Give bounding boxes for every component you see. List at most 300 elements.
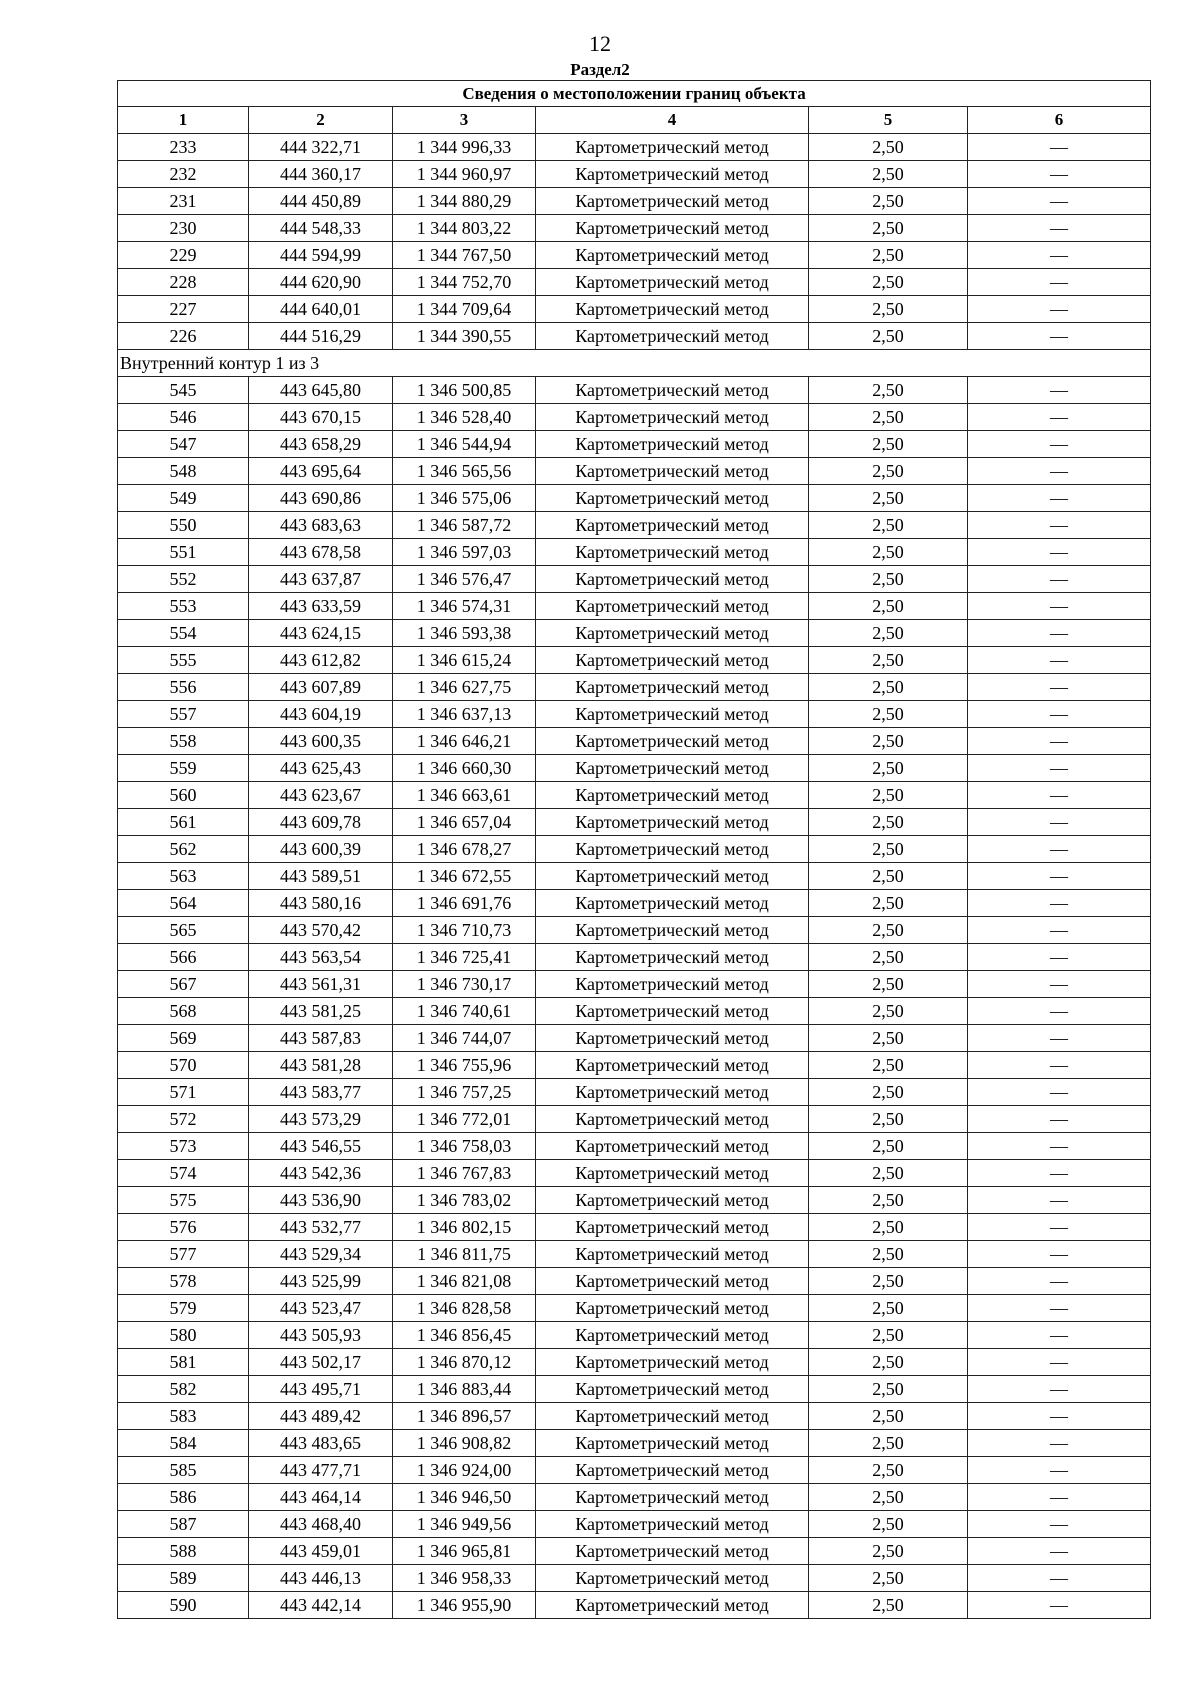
accuracy-value: 2,50 <box>809 944 968 971</box>
description-value: — <box>968 1565 1151 1592</box>
coordinate-y: 1 346 955,90 <box>393 1592 536 1619</box>
description-value: — <box>968 944 1151 971</box>
coordinate-y: 1 346 965,81 <box>393 1538 536 1565</box>
point-number: 569 <box>118 1025 249 1052</box>
accuracy-value: 2,50 <box>809 269 968 296</box>
determination-method: Картометрический метод <box>536 971 809 998</box>
table-row <box>118 1484 1151 1511</box>
point-number: 551 <box>118 539 249 566</box>
coordinate-x: 444 360,17 <box>249 161 393 188</box>
coordinate-x: 444 640,01 <box>249 296 393 323</box>
determination-method: Картометрический метод <box>536 485 809 512</box>
table-row <box>118 215 1151 242</box>
description-value: — <box>968 296 1151 323</box>
point-number: 560 <box>118 782 249 809</box>
coordinate-y: 1 346 575,06 <box>393 485 536 512</box>
determination-method: Картометрический метод <box>536 1268 809 1295</box>
accuracy-value: 2,50 <box>809 998 968 1025</box>
coordinate-y: 1 344 752,70 <box>393 269 536 296</box>
table-row <box>118 1538 1151 1565</box>
coordinate-x: 443 489,42 <box>249 1403 393 1430</box>
description-value: — <box>968 215 1151 242</box>
coordinate-y: 1 346 615,24 <box>393 647 536 674</box>
table-row <box>118 377 1151 404</box>
determination-method: Картометрический метод <box>536 674 809 701</box>
coordinate-x: 443 690,86 <box>249 485 393 512</box>
table-body <box>118 134 1151 1619</box>
determination-method: Картометрический метод <box>536 728 809 755</box>
determination-method: Картометрический метод <box>536 431 809 458</box>
table-caption-row <box>118 81 1151 107</box>
accuracy-value: 2,50 <box>809 782 968 809</box>
accuracy-value: 2,50 <box>809 431 968 458</box>
description-value: — <box>968 917 1151 944</box>
point-number: 583 <box>118 1403 249 1430</box>
coordinate-y: 1 346 783,02 <box>393 1187 536 1214</box>
point-number: 566 <box>118 944 249 971</box>
accuracy-value: 2,50 <box>809 1538 968 1565</box>
coordinate-x: 443 536,90 <box>249 1187 393 1214</box>
table-row <box>118 539 1151 566</box>
table-row <box>118 296 1151 323</box>
coordinate-x: 443 573,29 <box>249 1106 393 1133</box>
table-caption: Сведения о местоположении границ объекта <box>118 81 1151 107</box>
description-value: — <box>968 1241 1151 1268</box>
accuracy-value: 2,50 <box>809 836 968 863</box>
coordinate-y: 1 346 740,61 <box>393 998 536 1025</box>
coordinate-y: 1 346 710,73 <box>393 917 536 944</box>
point-number: 572 <box>118 1106 249 1133</box>
description-value: — <box>968 1133 1151 1160</box>
table-row <box>118 1241 1151 1268</box>
point-number: 233 <box>118 134 249 161</box>
description-value: — <box>968 647 1151 674</box>
determination-method: Картометрический метод <box>536 944 809 971</box>
determination-method: Картометрический метод <box>536 1592 809 1619</box>
point-number: 581 <box>118 1349 249 1376</box>
coordinate-y: 1 346 597,03 <box>393 539 536 566</box>
accuracy-value: 2,50 <box>809 593 968 620</box>
table-row <box>118 1322 1151 1349</box>
point-number: 550 <box>118 512 249 539</box>
accuracy-value: 2,50 <box>809 215 968 242</box>
coordinate-x: 443 612,82 <box>249 647 393 674</box>
coordinate-x: 443 446,13 <box>249 1565 393 1592</box>
coordinate-x: 444 322,71 <box>249 134 393 161</box>
coordinate-x: 443 570,42 <box>249 917 393 944</box>
point-number: 574 <box>118 1160 249 1187</box>
determination-method: Картометрический метод <box>536 1133 809 1160</box>
description-value: — <box>968 728 1151 755</box>
coordinate-y: 1 346 758,03 <box>393 1133 536 1160</box>
determination-method: Картометрический метод <box>536 755 809 782</box>
column-number-row <box>118 107 1151 134</box>
coordinate-y: 1 346 663,61 <box>393 782 536 809</box>
table-row <box>118 1349 1151 1376</box>
table-row <box>118 1052 1151 1079</box>
description-value: — <box>968 404 1151 431</box>
table-row <box>118 1403 1151 1430</box>
accuracy-value: 2,50 <box>809 1187 968 1214</box>
column-header: 6 <box>968 107 1151 134</box>
determination-method: Картометрический метод <box>536 836 809 863</box>
accuracy-value: 2,50 <box>809 404 968 431</box>
table-row <box>118 485 1151 512</box>
description-value: — <box>968 1538 1151 1565</box>
coordinate-x: 443 532,77 <box>249 1214 393 1241</box>
determination-method: Картометрический метод <box>536 566 809 593</box>
accuracy-value: 2,50 <box>809 1565 968 1592</box>
determination-method: Картометрический метод <box>536 1457 809 1484</box>
description-value: — <box>968 782 1151 809</box>
table-row <box>118 566 1151 593</box>
coordinate-y: 1 346 565,56 <box>393 458 536 485</box>
determination-method: Картометрический метод <box>536 1538 809 1565</box>
coordinate-x: 443 625,43 <box>249 755 393 782</box>
page-number: 12 <box>589 31 611 56</box>
coordinate-y: 1 346 593,38 <box>393 620 536 647</box>
coordinate-y: 1 346 772,01 <box>393 1106 536 1133</box>
coordinate-x: 443 658,29 <box>249 431 393 458</box>
coordinate-x: 443 563,54 <box>249 944 393 971</box>
description-value: — <box>968 1079 1151 1106</box>
table-row <box>118 161 1151 188</box>
description-value: — <box>968 1187 1151 1214</box>
coordinate-x: 443 600,39 <box>249 836 393 863</box>
coordinate-x: 443 645,80 <box>249 377 393 404</box>
point-number: 226 <box>118 323 249 350</box>
coordinate-x: 443 678,58 <box>249 539 393 566</box>
table-row <box>118 431 1151 458</box>
description-value: — <box>968 458 1151 485</box>
coordinate-y: 1 344 390,55 <box>393 323 536 350</box>
determination-method: Картометрический метод <box>536 134 809 161</box>
column-header: 3 <box>393 107 536 134</box>
determination-method: Картометрический метод <box>536 377 809 404</box>
description-value: — <box>968 755 1151 782</box>
coordinate-y: 1 346 767,83 <box>393 1160 536 1187</box>
description-value: — <box>968 1592 1151 1619</box>
description-value: — <box>968 1160 1151 1187</box>
coordinate-y: 1 346 896,57 <box>393 1403 536 1430</box>
accuracy-value: 2,50 <box>809 1484 968 1511</box>
coordinate-y: 1 346 637,13 <box>393 701 536 728</box>
determination-method: Картометрический метод <box>536 1025 809 1052</box>
coordinate-x: 444 594,99 <box>249 242 393 269</box>
description-value: — <box>968 1376 1151 1403</box>
coordinate-y: 1 346 958,33 <box>393 1565 536 1592</box>
point-number: 545 <box>118 377 249 404</box>
coordinate-y: 1 346 821,08 <box>393 1268 536 1295</box>
table-row <box>118 1214 1151 1241</box>
table-head <box>118 81 1151 134</box>
accuracy-value: 2,50 <box>809 890 968 917</box>
table-row <box>118 620 1151 647</box>
determination-method: Картометрический метод <box>536 458 809 485</box>
coordinate-x: 443 580,16 <box>249 890 393 917</box>
description-value: — <box>968 593 1151 620</box>
table-row <box>118 323 1151 350</box>
coordinate-y: 1 346 757,25 <box>393 1079 536 1106</box>
determination-method: Картометрический метод <box>536 1052 809 1079</box>
description-value: — <box>968 674 1151 701</box>
determination-method: Картометрический метод <box>536 890 809 917</box>
coordinate-y: 1 346 500,85 <box>393 377 536 404</box>
coordinate-y: 1 346 587,72 <box>393 512 536 539</box>
contour-heading-row <box>118 350 1151 377</box>
point-number: 584 <box>118 1430 249 1457</box>
contour-heading: Внутренний контур 1 из 3 <box>118 350 1151 377</box>
accuracy-value: 2,50 <box>809 161 968 188</box>
coordinate-x: 443 587,83 <box>249 1025 393 1052</box>
determination-method: Картометрический метод <box>536 1511 809 1538</box>
determination-method: Картометрический метод <box>536 269 809 296</box>
accuracy-value: 2,50 <box>809 1349 968 1376</box>
coordinate-y: 1 346 574,31 <box>393 593 536 620</box>
coordinate-x: 444 620,90 <box>249 269 393 296</box>
accuracy-value: 2,50 <box>809 647 968 674</box>
coordinate-y: 1 346 627,75 <box>393 674 536 701</box>
coordinate-x: 443 607,89 <box>249 674 393 701</box>
description-value: — <box>968 836 1151 863</box>
determination-method: Картометрический метод <box>536 593 809 620</box>
coordinate-x: 443 683,63 <box>249 512 393 539</box>
determination-method: Картометрический метод <box>536 782 809 809</box>
determination-method: Картометрический метод <box>536 1349 809 1376</box>
table-row <box>118 1160 1151 1187</box>
description-value: — <box>968 1214 1151 1241</box>
point-number: 561 <box>118 809 249 836</box>
coordinate-x: 443 502,17 <box>249 1349 393 1376</box>
point-number: 562 <box>118 836 249 863</box>
point-number: 559 <box>118 755 249 782</box>
point-number: 579 <box>118 1295 249 1322</box>
determination-method: Картометрический метод <box>536 917 809 944</box>
coordinate-x: 443 600,35 <box>249 728 393 755</box>
table-row <box>118 1268 1151 1295</box>
coordinate-x: 443 633,59 <box>249 593 393 620</box>
coordinate-x: 443 495,71 <box>249 1376 393 1403</box>
point-number: 556 <box>118 674 249 701</box>
coordinate-y: 1 344 709,64 <box>393 296 536 323</box>
description-value: — <box>968 188 1151 215</box>
description-value: — <box>968 863 1151 890</box>
determination-method: Картометрический метод <box>536 323 809 350</box>
coordinate-x: 444 450,89 <box>249 188 393 215</box>
determination-method: Картометрический метод <box>536 161 809 188</box>
accuracy-value: 2,50 <box>809 809 968 836</box>
point-number: 588 <box>118 1538 249 1565</box>
coordinate-y: 1 346 657,04 <box>393 809 536 836</box>
coordinate-y: 1 346 946,50 <box>393 1484 536 1511</box>
description-value: — <box>968 566 1151 593</box>
point-number: 553 <box>118 593 249 620</box>
table-row <box>118 458 1151 485</box>
column-header: 4 <box>536 107 809 134</box>
determination-method: Картометрический метод <box>536 1430 809 1457</box>
coordinate-x: 443 464,14 <box>249 1484 393 1511</box>
point-number: 587 <box>118 1511 249 1538</box>
table-row <box>118 728 1151 755</box>
table-row <box>118 701 1151 728</box>
table-row <box>118 1376 1151 1403</box>
coordinate-y: 1 346 924,00 <box>393 1457 536 1484</box>
table-row <box>118 1079 1151 1106</box>
point-number: 570 <box>118 1052 249 1079</box>
accuracy-value: 2,50 <box>809 242 968 269</box>
point-number: 573 <box>118 1133 249 1160</box>
determination-method: Картометрический метод <box>536 1079 809 1106</box>
coordinate-y: 1 344 960,97 <box>393 161 536 188</box>
determination-method: Картометрический метод <box>536 1376 809 1403</box>
point-number: 227 <box>118 296 249 323</box>
accuracy-value: 2,50 <box>809 1511 968 1538</box>
coordinate-y: 1 346 528,40 <box>393 404 536 431</box>
point-number: 228 <box>118 269 249 296</box>
accuracy-value: 2,50 <box>809 1025 968 1052</box>
accuracy-value: 2,50 <box>809 917 968 944</box>
description-value: — <box>968 485 1151 512</box>
point-number: 571 <box>118 1079 249 1106</box>
coordinate-y: 1 346 856,45 <box>393 1322 536 1349</box>
coordinate-x: 443 670,15 <box>249 404 393 431</box>
accuracy-value: 2,50 <box>809 1052 968 1079</box>
coordinate-y: 1 346 908,82 <box>393 1430 536 1457</box>
coordinate-y: 1 346 744,07 <box>393 1025 536 1052</box>
determination-method: Картометрический метод <box>536 539 809 566</box>
description-value: — <box>968 1052 1151 1079</box>
accuracy-value: 2,50 <box>809 1106 968 1133</box>
determination-method: Картометрический метод <box>536 1187 809 1214</box>
point-number: 580 <box>118 1322 249 1349</box>
determination-method: Картометрический метод <box>536 1565 809 1592</box>
coordinate-x: 443 561,31 <box>249 971 393 998</box>
accuracy-value: 2,50 <box>809 566 968 593</box>
table-row <box>118 242 1151 269</box>
table-row <box>118 836 1151 863</box>
accuracy-value: 2,50 <box>809 1322 968 1349</box>
description-value: — <box>968 1457 1151 1484</box>
column-header: 5 <box>809 107 968 134</box>
description-value: — <box>968 971 1151 998</box>
coordinate-y: 1 346 576,47 <box>393 566 536 593</box>
point-number: 568 <box>118 998 249 1025</box>
coordinate-y: 1 346 949,56 <box>393 1511 536 1538</box>
accuracy-value: 2,50 <box>809 701 968 728</box>
point-number: 590 <box>118 1592 249 1619</box>
point-number: 546 <box>118 404 249 431</box>
table-row <box>118 755 1151 782</box>
table-row <box>118 863 1151 890</box>
determination-method: Картометрический метод <box>536 1160 809 1187</box>
determination-method: Картометрический метод <box>536 1484 809 1511</box>
column-header: 1 <box>118 107 249 134</box>
accuracy-value: 2,50 <box>809 1295 968 1322</box>
description-value: — <box>968 1430 1151 1457</box>
accuracy-value: 2,50 <box>809 485 968 512</box>
table-row <box>118 917 1151 944</box>
table-row <box>118 809 1151 836</box>
point-number: 578 <box>118 1268 249 1295</box>
accuracy-value: 2,50 <box>809 1160 968 1187</box>
determination-method: Картометрический метод <box>536 1403 809 1430</box>
coordinate-y: 1 346 678,27 <box>393 836 536 863</box>
accuracy-value: 2,50 <box>809 1079 968 1106</box>
table-row <box>118 1025 1151 1052</box>
description-value: — <box>968 809 1151 836</box>
point-number: 577 <box>118 1241 249 1268</box>
coordinate-y: 1 346 755,96 <box>393 1052 536 1079</box>
description-value: — <box>968 1025 1151 1052</box>
accuracy-value: 2,50 <box>809 539 968 566</box>
accuracy-value: 2,50 <box>809 377 968 404</box>
coordinate-x: 444 548,33 <box>249 215 393 242</box>
coordinate-x: 443 525,99 <box>249 1268 393 1295</box>
description-value: — <box>968 269 1151 296</box>
determination-method: Картометрический метод <box>536 998 809 1025</box>
table-row <box>118 944 1151 971</box>
column-header: 2 <box>249 107 393 134</box>
description-value: — <box>968 134 1151 161</box>
determination-method: Картометрический метод <box>536 188 809 215</box>
description-value: — <box>968 512 1151 539</box>
accuracy-value: 2,50 <box>809 458 968 485</box>
accuracy-value: 2,50 <box>809 1430 968 1457</box>
table-row <box>118 1565 1151 1592</box>
accuracy-value: 2,50 <box>809 1592 968 1619</box>
table-row <box>118 1592 1151 1619</box>
point-number: 547 <box>118 431 249 458</box>
boundary-coordinates-table <box>117 80 1151 1619</box>
coordinate-y: 1 346 725,41 <box>393 944 536 971</box>
coordinate-y: 1 346 811,75 <box>393 1241 536 1268</box>
determination-method: Картометрический метод <box>536 701 809 728</box>
accuracy-value: 2,50 <box>809 755 968 782</box>
accuracy-value: 2,50 <box>809 971 968 998</box>
coordinate-x: 443 609,78 <box>249 809 393 836</box>
point-number: 564 <box>118 890 249 917</box>
accuracy-value: 2,50 <box>809 863 968 890</box>
coordinate-y: 1 346 544,94 <box>393 431 536 458</box>
table-row <box>118 512 1151 539</box>
coordinate-x: 443 477,71 <box>249 1457 393 1484</box>
coordinate-y: 1 344 996,33 <box>393 134 536 161</box>
table-row <box>118 971 1151 998</box>
table-row <box>118 890 1151 917</box>
description-value: — <box>968 377 1151 404</box>
point-number: 557 <box>118 701 249 728</box>
coordinate-y: 1 346 828,58 <box>393 1295 536 1322</box>
point-number: 230 <box>118 215 249 242</box>
description-value: — <box>968 1106 1151 1133</box>
accuracy-value: 2,50 <box>809 1268 968 1295</box>
description-value: — <box>968 701 1151 728</box>
determination-method: Картометрический метод <box>536 863 809 890</box>
point-number: 555 <box>118 647 249 674</box>
point-number: 548 <box>118 458 249 485</box>
coordinate-x: 443 583,77 <box>249 1079 393 1106</box>
table-row <box>118 404 1151 431</box>
point-number: 589 <box>118 1565 249 1592</box>
description-value: — <box>968 1349 1151 1376</box>
table-row <box>118 998 1151 1025</box>
coordinate-y: 1 346 870,12 <box>393 1349 536 1376</box>
accuracy-value: 2,50 <box>809 674 968 701</box>
description-value: — <box>968 242 1151 269</box>
description-value: — <box>968 1484 1151 1511</box>
section-title: Раздел2 <box>570 60 630 79</box>
coordinate-x: 443 529,34 <box>249 1241 393 1268</box>
